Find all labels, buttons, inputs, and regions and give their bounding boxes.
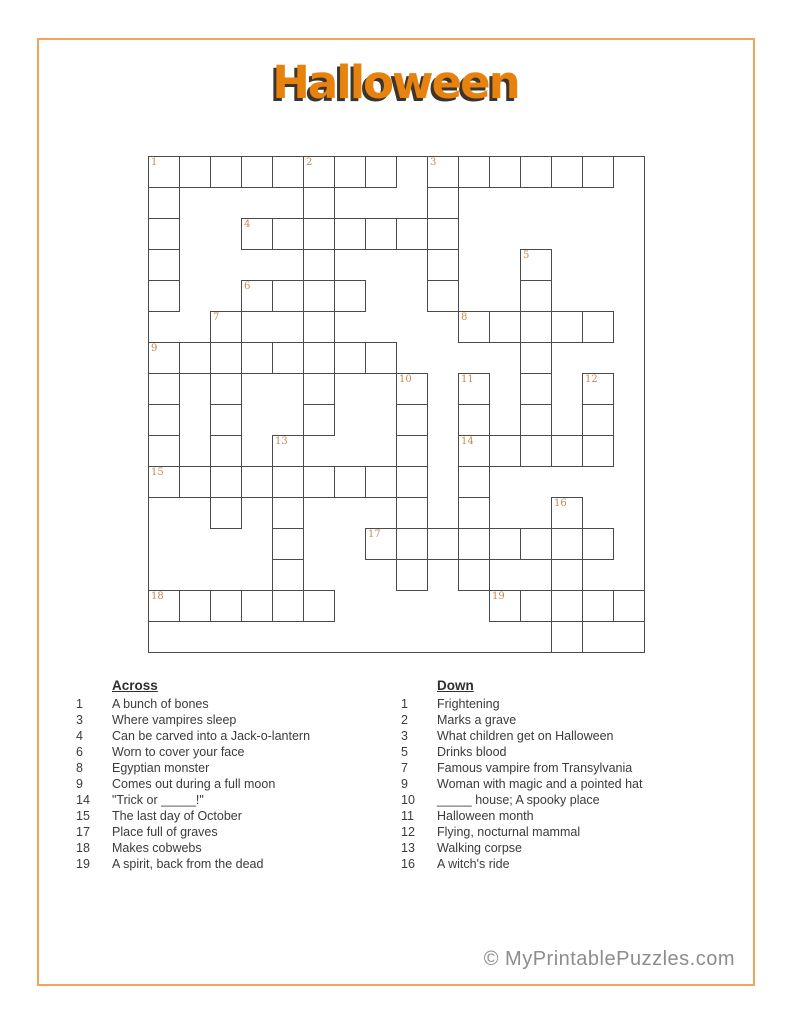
clue-row xyxy=(401,840,642,856)
grid-cell xyxy=(148,249,180,281)
grid-cell xyxy=(427,528,459,560)
clue-text: Comes out during a full moon xyxy=(112,777,276,791)
clue-number: 18 xyxy=(76,841,90,855)
grid-cell xyxy=(303,342,335,374)
down-clues-section xyxy=(401,678,642,872)
grid-cell xyxy=(241,218,273,250)
clue-text: Drinks blood xyxy=(437,745,507,759)
grid-cell xyxy=(148,156,180,188)
grid-cell xyxy=(551,435,583,467)
cell-number: 18 xyxy=(151,591,164,602)
grid-cell xyxy=(303,311,335,343)
clue-number: 3 xyxy=(401,729,408,743)
grid-cell xyxy=(148,435,180,467)
clue-text: Halloween month xyxy=(437,809,534,823)
grid-cell xyxy=(303,280,335,312)
clue-text: "Trick or _____!" xyxy=(112,793,204,807)
clue-number: 2 xyxy=(401,713,408,727)
clue-row xyxy=(76,856,310,872)
grid-cell xyxy=(179,590,211,622)
grid-cell xyxy=(241,156,273,188)
grid-cell xyxy=(272,280,304,312)
clue-text: _____ house; A spooky place xyxy=(437,793,600,807)
clue-row xyxy=(401,728,642,744)
cell-number: 12 xyxy=(585,374,598,385)
clue-text: Can be carved into a Jack-o-lantern xyxy=(112,729,311,743)
grid-cell xyxy=(148,373,180,405)
grid-cell xyxy=(520,249,552,281)
clue-row xyxy=(401,792,642,808)
grid-cell xyxy=(551,497,583,529)
clue-row xyxy=(401,824,642,840)
grid-cell xyxy=(179,156,211,188)
clue-text: Famous vampire from Transylvania xyxy=(437,761,633,775)
puzzle-title: Halloween xyxy=(272,56,519,109)
grid-cell xyxy=(303,187,335,219)
clue-text: Where vampires sleep xyxy=(112,713,237,727)
grid-cell xyxy=(520,156,552,188)
grid-cell xyxy=(179,466,211,498)
grid-cell xyxy=(272,466,304,498)
grid-cell xyxy=(396,466,428,498)
grid-cell xyxy=(458,435,490,467)
grid-cell xyxy=(148,218,180,250)
grid-cell xyxy=(303,249,335,281)
grid-cell xyxy=(210,156,242,188)
clue-number: 4 xyxy=(76,729,83,743)
grid-cell xyxy=(396,559,428,591)
grid-cell xyxy=(303,373,335,405)
grid-cell xyxy=(272,342,304,374)
clue-text: A spirit, back from the dead xyxy=(112,857,264,871)
grid-cell xyxy=(520,404,552,436)
grid-cell xyxy=(458,559,490,591)
grid-cell xyxy=(427,218,459,250)
clue-number: 14 xyxy=(76,793,90,807)
clue-row xyxy=(401,744,642,760)
grid-cell xyxy=(551,528,583,560)
grid-cell xyxy=(272,528,304,560)
clue-number: 10 xyxy=(401,793,415,807)
grid-cell xyxy=(148,404,180,436)
grid-cell xyxy=(334,342,366,374)
grid-cell xyxy=(148,466,180,498)
grid-cell xyxy=(272,559,304,591)
clue-row xyxy=(76,744,310,760)
grid-cell xyxy=(520,342,552,374)
clue-row xyxy=(401,760,642,776)
grid-cell xyxy=(396,528,428,560)
grid-cell xyxy=(520,311,552,343)
clue-text: Worn to cover your face xyxy=(112,745,245,759)
clue-text: What children get on Halloween xyxy=(437,729,614,743)
grid-cell xyxy=(582,373,614,405)
clue-row xyxy=(401,696,642,712)
grid-cell xyxy=(458,311,490,343)
grid-cell xyxy=(458,497,490,529)
clue-number: 15 xyxy=(76,809,90,823)
grid-cell xyxy=(613,590,645,622)
grid-cell xyxy=(148,342,180,374)
cell-number: 8 xyxy=(461,312,468,323)
grid-cell xyxy=(458,404,490,436)
grid-cell xyxy=(551,590,583,622)
grid-cell xyxy=(520,280,552,312)
clue-text: Flying, nocturnal mammal xyxy=(437,825,581,839)
grid-cell xyxy=(551,559,583,591)
cell-number: 17 xyxy=(368,529,381,540)
grid-cell xyxy=(272,497,304,529)
clue-row xyxy=(401,776,642,792)
clue-number: 16 xyxy=(401,857,415,871)
grid-cell xyxy=(303,466,335,498)
clue-text: A witch's ride xyxy=(437,857,510,871)
grid-cell xyxy=(520,435,552,467)
grid-cell xyxy=(458,466,490,498)
grid-cell xyxy=(520,590,552,622)
grid-cell xyxy=(489,311,521,343)
cell-number: 14 xyxy=(461,436,474,447)
cell-number: 1 xyxy=(151,157,158,168)
grid-cell xyxy=(210,590,242,622)
clue-text: The last day of October xyxy=(112,809,242,823)
clue-text: Egyptian monster xyxy=(112,761,210,775)
clue-number: 5 xyxy=(401,745,408,759)
grid-cell xyxy=(396,404,428,436)
clue-text: Makes cobwebs xyxy=(112,841,202,855)
cell-number: 2 xyxy=(306,157,313,168)
grid-cell xyxy=(272,435,304,467)
grid-cell xyxy=(396,435,428,467)
grid-cell xyxy=(520,373,552,405)
grid-cell xyxy=(427,156,459,188)
grid-cell xyxy=(210,466,242,498)
grid-cell xyxy=(427,280,459,312)
grid-cell xyxy=(241,590,273,622)
grid-cell xyxy=(489,528,521,560)
grid-cell xyxy=(272,218,304,250)
across-clues-section xyxy=(76,678,310,872)
grid-cell xyxy=(241,280,273,312)
grid-cell xyxy=(582,528,614,560)
clue-number: 19 xyxy=(76,857,90,871)
crossword-grid xyxy=(148,156,645,653)
grid-cell xyxy=(303,156,335,188)
grid-cell xyxy=(334,280,366,312)
grid-cell xyxy=(427,187,459,219)
clue-text: Woman with magic and a pointed hat xyxy=(437,777,643,791)
cell-number: 13 xyxy=(275,436,288,447)
grid-cell xyxy=(210,311,242,343)
grid-cell xyxy=(303,218,335,250)
grid-cell xyxy=(582,590,614,622)
grid-cell xyxy=(365,528,397,560)
clue-row xyxy=(76,712,310,728)
grid-cell xyxy=(489,156,521,188)
grid-cell xyxy=(272,590,304,622)
clue-number: 9 xyxy=(76,777,83,791)
grid-cell xyxy=(148,590,180,622)
grid-cell xyxy=(365,156,397,188)
clue-number: 8 xyxy=(76,761,83,775)
clue-text: Frightening xyxy=(437,697,500,711)
clue-row xyxy=(401,856,642,872)
grid-cell xyxy=(365,218,397,250)
copyright: © MyPrintablePuzzles.com xyxy=(483,948,735,970)
grid-cell xyxy=(551,156,583,188)
clue-number: 6 xyxy=(76,745,83,759)
grid-cell xyxy=(520,528,552,560)
cell-number: 5 xyxy=(523,250,530,261)
grid-cell xyxy=(210,342,242,374)
clue-text: Place full of graves xyxy=(112,825,218,839)
across-heading: Across xyxy=(112,678,158,693)
clue-number: 7 xyxy=(401,761,408,775)
cell-number: 15 xyxy=(151,467,164,478)
grid-cell xyxy=(582,156,614,188)
clue-row xyxy=(401,712,642,728)
grid-cell xyxy=(365,466,397,498)
grid-cell xyxy=(365,342,397,374)
clue-text: Walking corpse xyxy=(437,841,522,855)
grid-cell xyxy=(179,342,211,374)
clue-number: 1 xyxy=(76,697,83,711)
grid-cell xyxy=(396,497,428,529)
clue-row xyxy=(76,824,310,840)
grid-cell xyxy=(582,435,614,467)
grid-cell xyxy=(551,311,583,343)
grid-cell xyxy=(210,435,242,467)
down-clue-list xyxy=(401,696,642,872)
grid-cell xyxy=(148,187,180,219)
grid-cell xyxy=(582,404,614,436)
cell-number: 3 xyxy=(430,157,437,168)
grid-cell xyxy=(148,280,180,312)
grid-cell xyxy=(334,218,366,250)
clue-number: 17 xyxy=(76,825,90,839)
down-heading: Down xyxy=(437,678,474,693)
cell-number: 6 xyxy=(244,281,251,292)
grid-cell xyxy=(334,156,366,188)
grid-cell xyxy=(489,435,521,467)
grid-cell xyxy=(489,590,521,622)
clue-row xyxy=(76,728,310,744)
grid-cell xyxy=(396,218,428,250)
clue-number: 13 xyxy=(401,841,415,855)
grid-cell xyxy=(241,342,273,374)
grid-cell xyxy=(303,590,335,622)
grid-cell xyxy=(427,249,459,281)
clue-text: Marks a grave xyxy=(437,713,517,727)
grid-cell xyxy=(241,466,273,498)
clue-number: 3 xyxy=(76,713,83,727)
grid-cell xyxy=(551,621,583,653)
clue-row xyxy=(76,840,310,856)
grid-cell xyxy=(582,311,614,343)
grid-cell xyxy=(210,404,242,436)
grid-cell xyxy=(458,528,490,560)
grid-cell xyxy=(334,466,366,498)
cell-number: 9 xyxy=(151,343,158,354)
grid-cell xyxy=(303,404,335,436)
clue-row xyxy=(76,792,310,808)
clue-row xyxy=(76,760,310,776)
clue-row xyxy=(401,808,642,824)
grid-cell xyxy=(458,373,490,405)
clue-number: 12 xyxy=(401,825,415,839)
across-clue-list xyxy=(76,696,310,872)
grid-cell xyxy=(210,373,242,405)
clue-number: 9 xyxy=(401,777,408,791)
clue-row xyxy=(76,696,310,712)
clue-row xyxy=(76,808,310,824)
grid-cell xyxy=(210,497,242,529)
clue-row xyxy=(76,776,310,792)
cell-number: 10 xyxy=(399,374,412,385)
cell-number: 7 xyxy=(213,312,220,323)
cell-number: 19 xyxy=(492,591,505,602)
cell-number: 16 xyxy=(554,498,567,509)
grid-cell xyxy=(272,156,304,188)
cell-number: 11 xyxy=(461,374,474,385)
cell-number: 4 xyxy=(244,219,251,230)
clue-number: 11 xyxy=(401,809,414,823)
clue-number: 1 xyxy=(401,697,408,711)
grid-cell xyxy=(396,373,428,405)
clue-text: A bunch of bones xyxy=(112,697,209,711)
grid-cell xyxy=(458,156,490,188)
